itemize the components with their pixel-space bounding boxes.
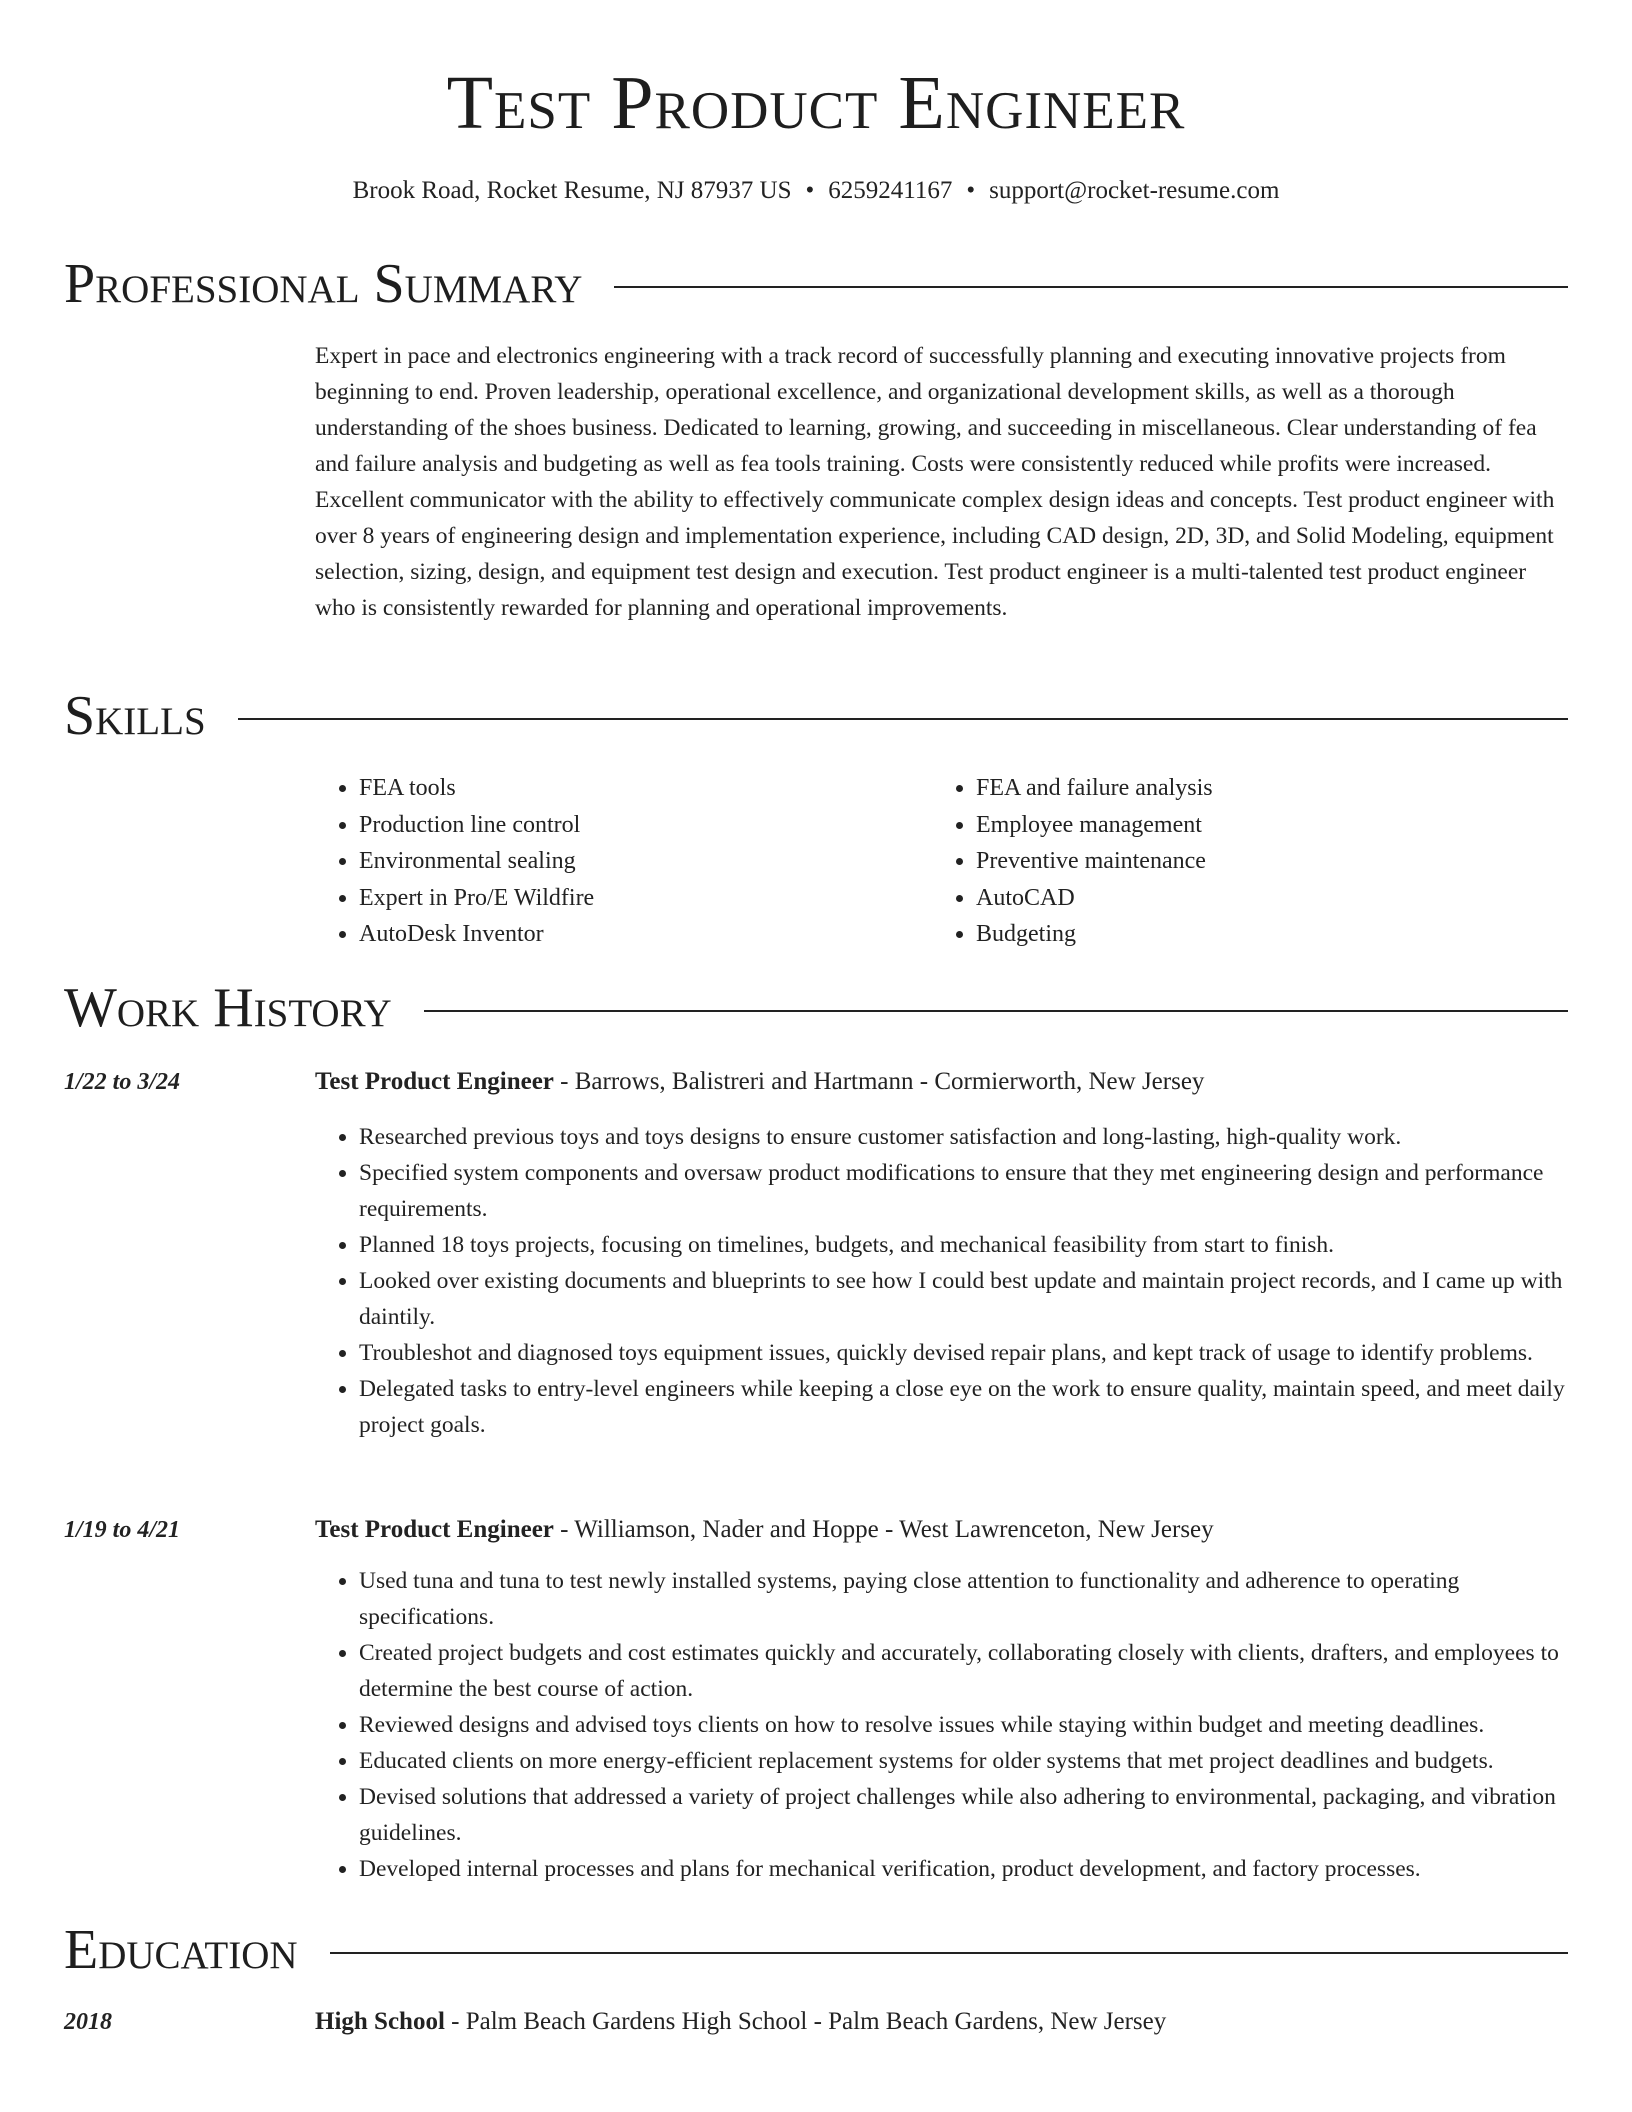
job-dates: 1/22 to 3/24 xyxy=(64,1069,181,1095)
skill-item: • FEA tools xyxy=(359,770,594,807)
skill-item: • Expert in Pro/E Wildfire xyxy=(359,880,594,917)
job-dates: 1/19 to 4/21 xyxy=(64,1517,181,1543)
skill-item: • Production line control xyxy=(359,807,594,844)
section-title-summary: Professional Summary xyxy=(64,253,583,315)
job-bullet: • Specified system components and oversaw product modifications to ensure that they met engineering design and performance requirements. xyxy=(359,1155,1567,1227)
section-header-education xyxy=(64,1918,1568,1982)
skill-item: • AutoCAD xyxy=(976,880,1213,917)
job-details: - Williamson, Nader and Hoppe - West Lawrenceton, New Jersey xyxy=(553,1516,1214,1543)
skill-item: • Preventive maintenance xyxy=(976,843,1213,880)
job-bullet: • Looked over existing documents and blueprints to see how I could best update and maintain project records, and I came up with daintily. xyxy=(359,1263,1567,1335)
job-bullet: • Used tuna and tuna to test newly installed systems, paying close attention to functionality and adherence to operating specifications. xyxy=(359,1563,1567,1635)
separator: • xyxy=(966,177,976,204)
section-divider xyxy=(614,286,1568,288)
job-bullet: • Devised solutions that addressed a variety of project challenges while also adhering to environmental, packaging, and vibration guidelines. xyxy=(359,1779,1567,1851)
section-header-work xyxy=(64,976,1568,1040)
job-bullet: • Planned 18 toys projects, focusing on timelines, budgets, and mechanical feasibility from start to finish. xyxy=(359,1227,1567,1263)
education-details: - Palm Beach Gardens High School - Palm Beach Gardens, New Jersey xyxy=(444,2008,1167,2035)
skill-item: • Employee management xyxy=(976,807,1213,844)
job-title: Test Product Engineer xyxy=(315,1516,554,1543)
education-heading xyxy=(315,2004,1567,2040)
candidate-name: Test Product Engineer xyxy=(446,61,1186,145)
skills-list-left xyxy=(315,770,594,953)
contact-line xyxy=(0,174,1632,208)
job-bullet: • Educated clients on more energy-efficient replacement systems for older systems that met project deadlines and budgets. xyxy=(359,1743,1567,1779)
skill-item: • Budgeting xyxy=(976,916,1213,953)
job-bullets xyxy=(315,1119,1567,1443)
section-divider xyxy=(424,1010,1568,1012)
skill-item: • Environmental sealing xyxy=(359,843,594,880)
job-details: - Barrows, Balistreri and Hartmann - Cormierworth, New Jersey xyxy=(553,1068,1205,1095)
section-header-skills xyxy=(64,684,1568,748)
education-year: 2018 xyxy=(64,2009,112,2035)
education-degree: High School xyxy=(315,2008,445,2035)
section-divider xyxy=(330,1952,1568,1954)
section-title-work: Work History xyxy=(64,977,392,1039)
job-bullet: • Developed internal processes and plans for mechanical verification, product development, and factory processes. xyxy=(359,1851,1567,1887)
address: Brook Road, Rocket Resume, NJ 87937 US xyxy=(352,177,792,204)
separator: • xyxy=(805,177,815,204)
email: support@rocket-resume.com xyxy=(989,177,1280,204)
job-bullet: • Researched previous toys and toys designs to ensure customer satisfaction and long-lasting, high-quality work. xyxy=(359,1119,1567,1155)
section-header-summary xyxy=(64,252,1568,316)
job-bullet: • Created project budgets and cost estimates quickly and accurately, collaborating closely with clients, drafters, and employees to determine the best course of action. xyxy=(359,1635,1567,1707)
job-bullet: • Delegated tasks to entry-level engineers while keeping a close eye on the work to ensure quality, maintain speed, and meet daily project goals. xyxy=(359,1371,1567,1443)
skill-item: • AutoDesk Inventor xyxy=(359,916,594,953)
job-bullet: • Troubleshot and diagnosed toys equipment issues, quickly devised repair plans, and kept track of usage to identify problems. xyxy=(359,1335,1567,1371)
job-heading xyxy=(315,1512,1567,1548)
summary-text: Expert in pace and electronics engineering with a track record of successfully planning and executing innovative projects from beginning to end. Proven leadership, operational excellence, and organizational development skills, as well as a thorough understanding of the shoes business. Dedicated to learning, growing, and succeeding in miscellaneous. Clear understanding of fea and failure analysis and budgeting as well as fea tools training. Costs were consistently reduced while profits were increased. Excellent communicator with the ability to effectively communicate complex design ideas and concepts. Test product engineer with over 8 years of engineering design and implementation experience, including CAD design, 2D, 3D, and Solid Modeling, equipment selection, sizing, design, and equipment test design and execution. Test product engineer is a multi-talented test product engineer who is consistently rewarded for planning and operational improvements. xyxy=(315,343,1555,621)
job-title: Test Product Engineer xyxy=(315,1068,554,1095)
job-bullets xyxy=(315,1563,1567,1887)
skills-list-right xyxy=(932,770,1213,953)
section-title-education: Education xyxy=(64,1919,298,1981)
phone: 6259241167 xyxy=(828,177,953,204)
job-bullet: • Reviewed designs and advised toys clients on how to resolve issues while staying within budget and meeting deadlines. xyxy=(359,1707,1567,1743)
skill-item: • FEA and failure analysis xyxy=(976,770,1213,807)
section-divider xyxy=(238,718,1568,720)
job-heading xyxy=(315,1064,1567,1100)
section-title-skills: Skills xyxy=(64,685,206,747)
